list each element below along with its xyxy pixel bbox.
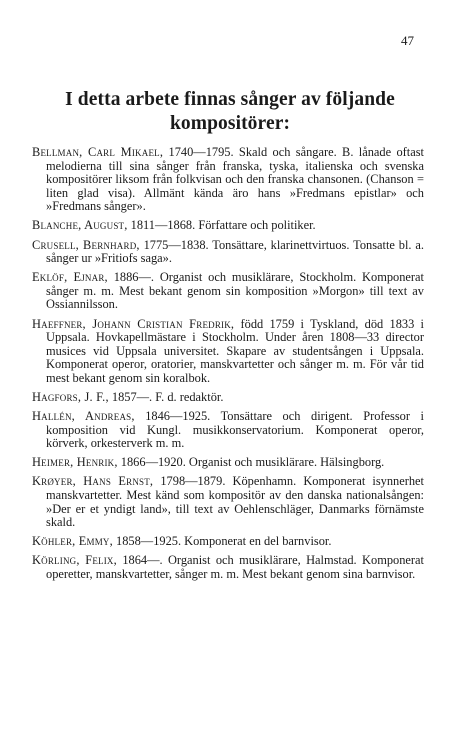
composer-name: Bellman, Carl Mikael,	[32, 145, 164, 159]
composer-name: Hallén, Andreas,	[32, 409, 135, 424]
composer-entry-bellman	[32, 146, 424, 214]
page-number: 47	[401, 33, 414, 48]
composer-name: Körling, Felix,	[32, 553, 117, 568]
composer-entry-hagfors	[32, 391, 424, 405]
composer-description: 1775—1838. Tonsättare, klarinettvirtuos. Tonsatte bl. a. sånger ur »Fritiofs saga».	[46, 237, 424, 266]
composer-description: 1740—1795. Skald och sångare. B. lånade oftast melodierna till sina sånger från franska, tyska, italienska och svenska kompositörer liksom från folkvisan och den franska chansonen. (Chanson = liten glad visa). Allmänt kända äro hans »Fredmans epistlar» och »Fredmans sånger».	[46, 145, 424, 214]
composer-description: 1858—1925. Komponerat en del barnvisor.	[112, 534, 332, 549]
composer-entry-heimer	[32, 456, 424, 470]
composer-description: 1886—. Organist och musiklärare, Stockholm. Komponerat sånger m. m. Mest bekant genom sin komposition »Morgon» till text av Ossiannilsson.	[46, 270, 424, 312]
composer-description: född 1759 i Tyskland, död 1833 i Uppsala. Hovkapellmästare i Stockholm. Under åren 1808—33 director musices vid Uppsala universitet. Skapare av studentsången i Uppsala. Komponerat operor, oratorier, manskvartetter och sånger m. m. För vår tid mest bekant genom sin koralbok.	[46, 316, 424, 385]
composer-entry-haeffner	[32, 318, 424, 386]
composer-entry-blanche	[32, 219, 424, 233]
composer-entry-hallen	[32, 410, 424, 451]
composer-entry-eklof	[32, 271, 424, 312]
composer-name: Hagfors, J. F.,	[32, 390, 109, 404]
composer-description: 1857—. F. d. redaktör.	[108, 390, 224, 404]
composer-name: Crusell, Bernhard,	[32, 237, 140, 252]
composer-entry-kroyer	[32, 475, 424, 529]
composer-list	[32, 146, 424, 587]
composer-name: Heimer, Henrik,	[32, 455, 118, 470]
page-heading	[30, 88, 430, 136]
composer-description: 1811—1868. Författare och politiker.	[127, 218, 316, 233]
composer-entry-korling	[32, 554, 424, 581]
composer-entry-kohler	[32, 535, 424, 549]
composer-name: Haeffner, Johann Cristian Fredrik,	[32, 316, 235, 331]
composer-description: 1846—1925. Tonsättare och dirigent. Professor i komposition vid Kungl. musikkonservatorium. Komponerat operor, körverk, orkesterverk m. m.	[46, 409, 424, 451]
composer-description: 1798—1879. Köpenhamn. Komponerat isynnerhet manskvartetter. Mest känd som kompositör av den danska nationalsången: »Der er et yndigt land», till text av Oehlenschläger, Danmarks förnämste skald.	[46, 474, 424, 530]
composer-name: Blanche, August,	[32, 218, 128, 233]
composer-name: Krøyer, Hans Ernst,	[32, 474, 154, 489]
composer-description: 1864—. Organist och musiklärare, Halmstad. Komponerat operetter, manskvartetter, sånger m. m. Mest bekant genom sina barnvisor.	[46, 553, 424, 582]
heading-line-2: kompositörer:	[169, 113, 291, 134]
composer-name: Köhler, Emmy,	[32, 534, 113, 549]
composer-entry-crusell	[32, 239, 424, 266]
heading-line-1: I detta arbete finnas sånger av följande	[65, 89, 395, 110]
composer-name: Eklöf, Ejnar,	[32, 270, 108, 285]
composer-description: 1866—1920. Organist och musiklärare. Hälsingborg.	[117, 455, 385, 470]
